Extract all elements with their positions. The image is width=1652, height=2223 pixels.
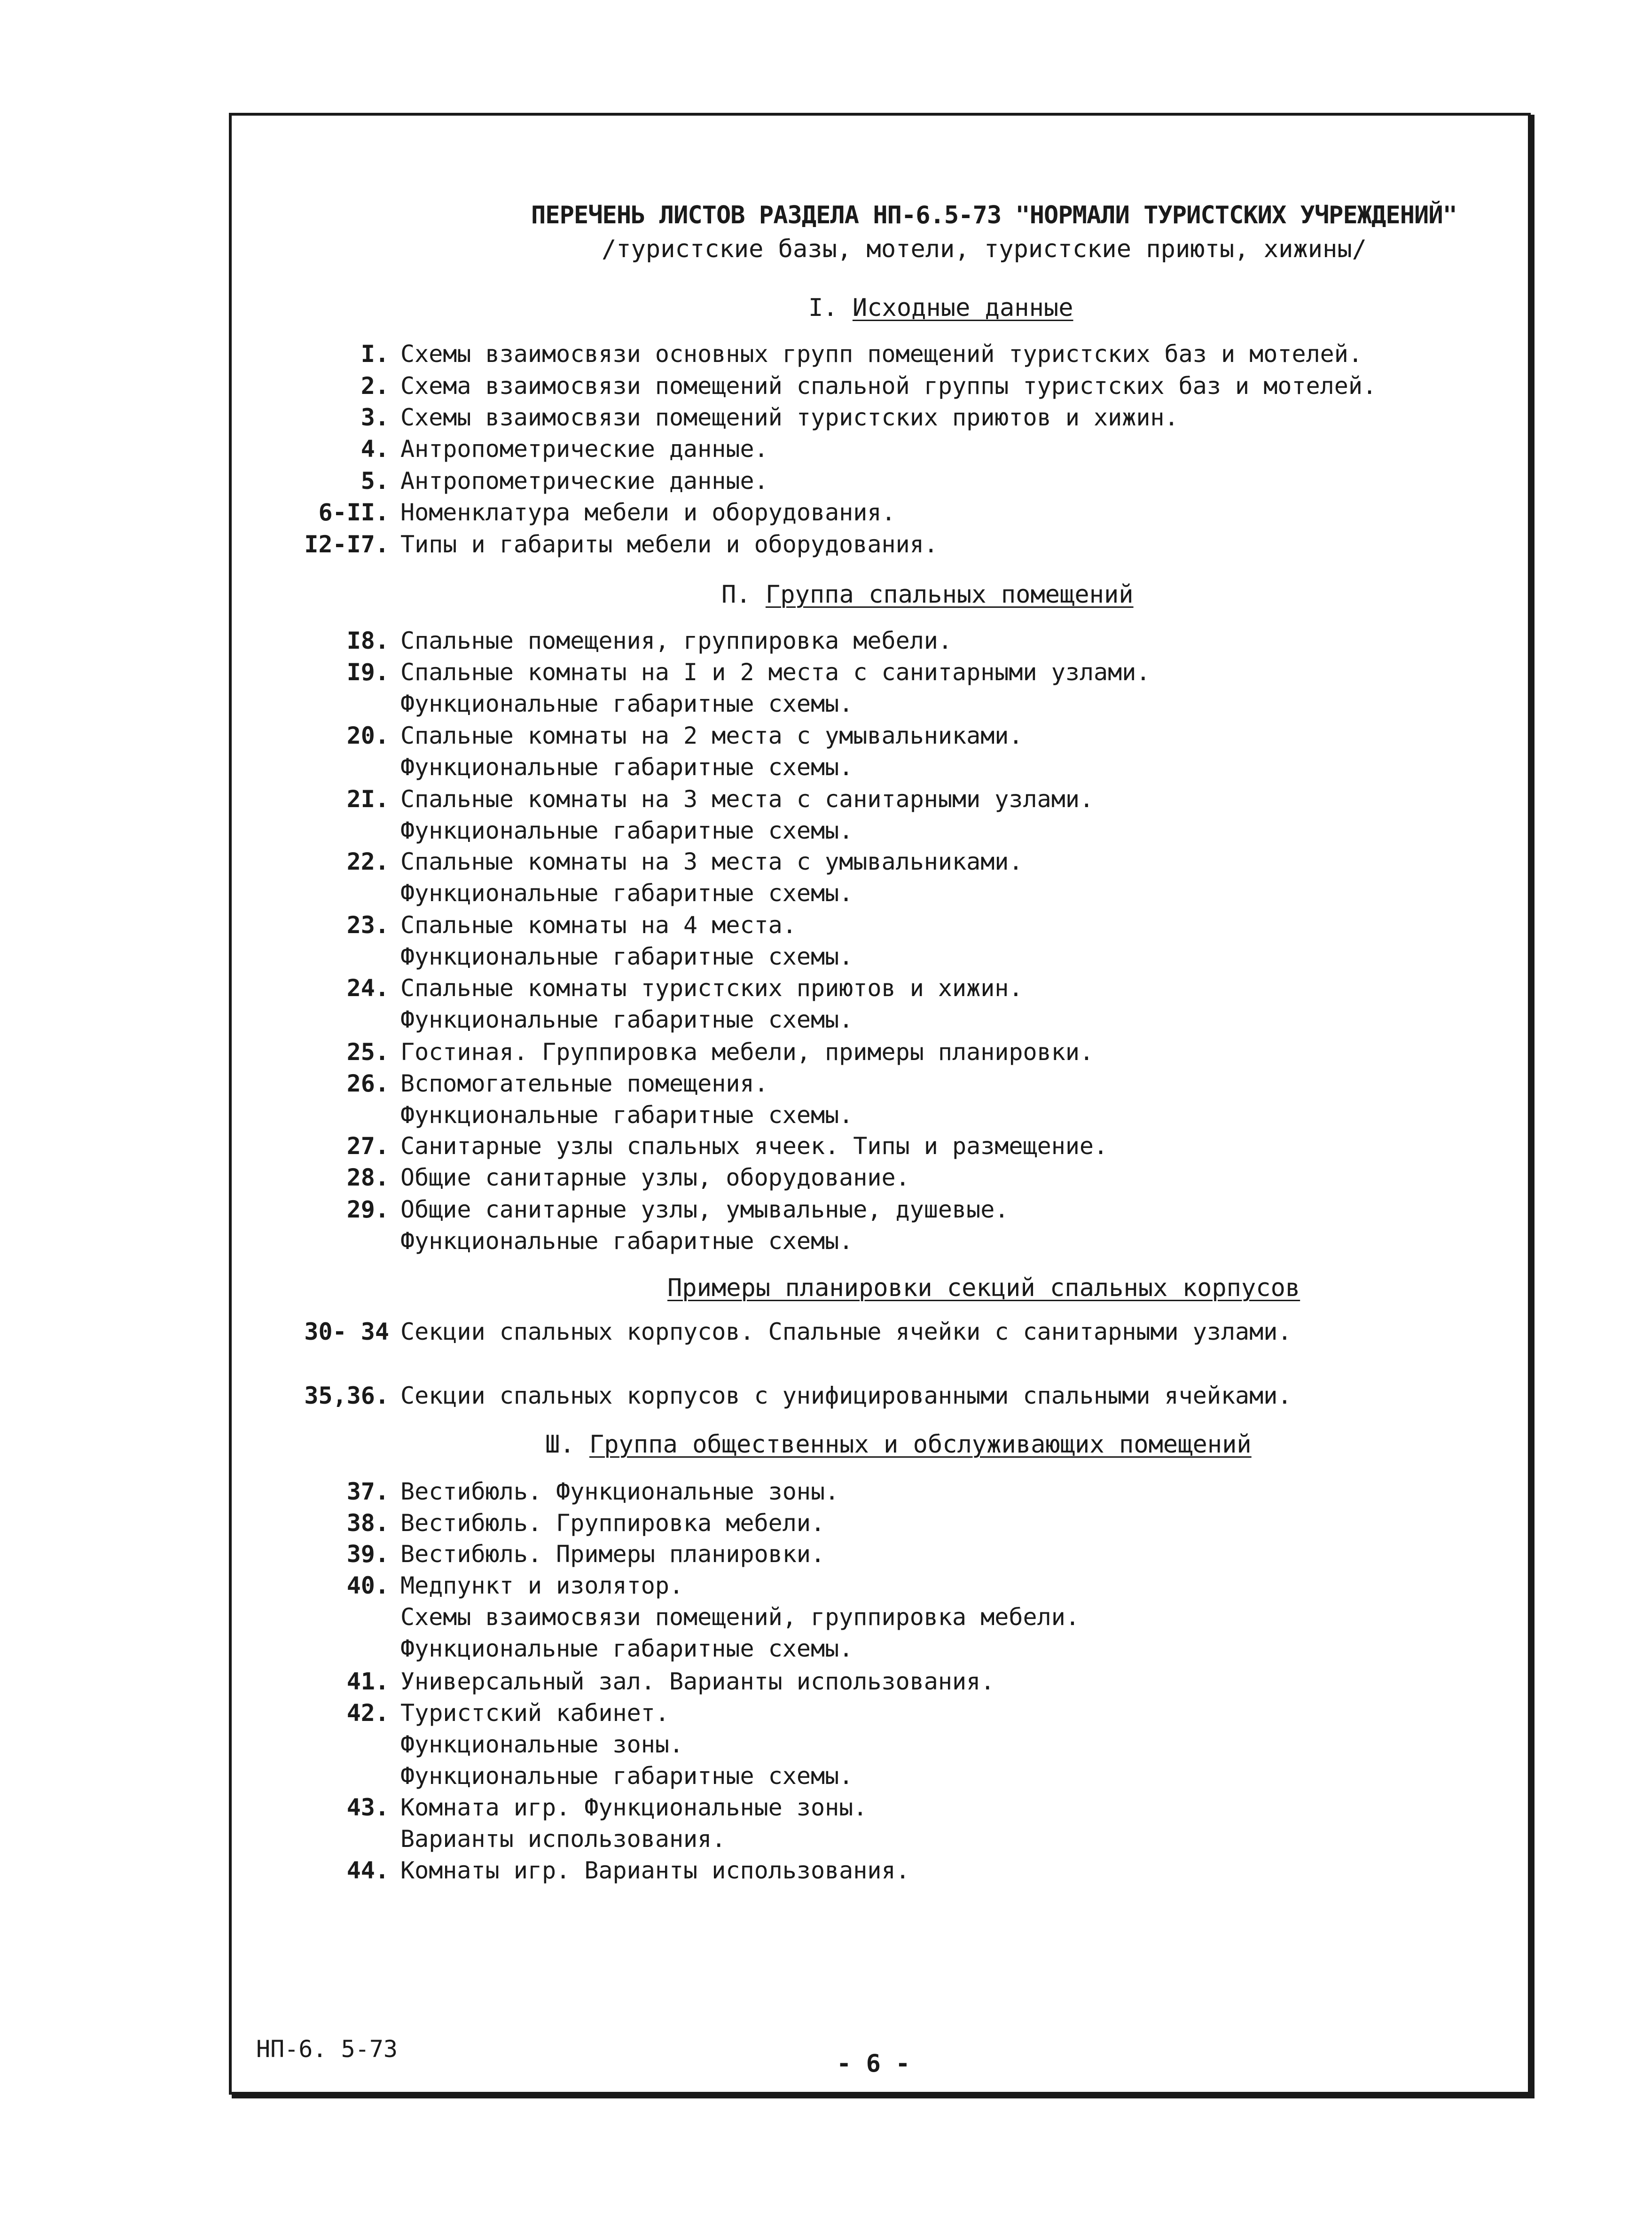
list-item [282,433,1504,465]
section-number: I. [808,294,853,322]
list-item [282,1316,1504,1348]
list-item [282,338,1504,370]
sheet-number: 37. [346,1478,389,1505]
sheet-title-continuation: Функциональные габаритные схемы. [400,943,853,970]
section-heading [721,581,1134,609]
sheet-title: Схемы взаимосвязи помещений туристских приютов и хижин. [400,404,1179,431]
sheet-number: 3. [360,404,389,431]
sheet-title: Номенклатура мебели и оборудования. [400,499,896,526]
sheet-title: Схема взаимосвязи помещений спальной группы туристских баз и мотелей. [400,372,1377,400]
list-item [282,1666,1504,1697]
sheet-number: 26. [346,1070,389,1097]
sheet-title: Гостиная. Группировка мебели, примеры планировки. [400,1038,1094,1066]
sheet-title-continuation: Функциональные зоны. [400,1731,684,1758]
sheet-title: Универсальный зал. Варианты использования. [400,1668,995,1695]
sheet-number: 35,36. [304,1382,389,1409]
sheet-title-continuation: Схемы взаимосвязи помещений, группировка мебели. [400,1603,1080,1631]
list-item [282,1539,1504,1570]
list-item [282,1508,1504,1539]
sheet-title: Спальные комнаты на 3 места с санитарными узлами. [400,786,1094,813]
sheet-title: Общие санитарные узлы, оборудование. [400,1164,910,1191]
sheet-number: 23. [346,911,389,939]
sheet-number: 25. [346,1038,389,1066]
sheet-title-continuation: Функциональные габаритные схемы. [400,1762,853,1790]
list-item [282,1792,1504,1855]
sheet-title-continuation: Функциональные габаритные схемы. [400,880,853,907]
sheet-number: 41. [346,1668,389,1695]
sheet-title: Туристский кабинет. [400,1699,669,1727]
sheet-title: Секции спальных корпусов с унифицированными спальными ячейками. [400,1382,1292,1409]
list-item [282,529,1504,560]
section-title: Группа спальных помещений [765,581,1134,609]
sheet-number: 4. [360,435,389,463]
list-item [282,1037,1504,1068]
list-item [282,846,1504,909]
sheet-title: Спальные комнаты туристских приютов и хижин. [400,974,1023,1002]
sheet-number: 28. [346,1164,389,1191]
sheet-title-continuation: Функциональные габаритные схемы. [400,690,853,717]
section-heading [545,1430,1252,1459]
list-item [282,657,1504,720]
sheet-number: 30- 34 [304,1318,389,1345]
document-subtitle: /туристские базы, мотели, туристские приюты, хижины/ [602,235,1367,263]
sheet-title-continuation: Функциональные габаритные схемы. [400,1635,853,1662]
sheet-number: 44. [346,1857,389,1884]
sheet-title-continuation: Функциональные габаритные схемы. [400,1101,853,1129]
sheet-title: Вестибюль. Группировка мебели. [400,1509,825,1537]
sheet-title-continuation: Варианты использования. [400,1825,726,1853]
page-number: - 6 - [837,2050,910,2078]
sheet-title: Спальные комнаты на 4 места. [400,911,797,939]
section-title: Примеры планировки секций спальных корпусов [667,1274,1300,1302]
sheet-title: Вестибюль. Примеры планировки. [400,1540,825,1568]
list-item [282,1476,1504,1508]
sheet-number: 42. [346,1699,389,1727]
sheet-title: Секции спальных корпусов. Спальные ячейки с санитарными узлами. [400,1318,1292,1345]
section-title: Исходные данные [852,294,1073,322]
sheet-title: Комната игр. Функциональные зоны. [400,1794,868,1821]
sheet-title: Общие санитарные узлы, умывальные, душевые. [400,1196,1009,1223]
list-item [282,1194,1504,1257]
sheet-number: I9. [346,659,389,686]
sheet-title: Спальные комнаты на 2 места с умывальниками. [400,722,1023,749]
sheet-title: Схемы взаимосвязи основных групп помещений туристских баз и мотелей. [400,340,1362,368]
section-number: Ш. [545,1430,589,1459]
list-item [282,402,1504,433]
list-item [282,1855,1504,1886]
sheet-title-continuation: Функциональные габаритные схемы. [400,1006,853,1033]
section-heading [667,1274,1300,1302]
sheet-number: 39. [346,1540,389,1568]
list-item [282,497,1504,528]
sheet-number: I2-I7. [304,531,389,558]
list-item [282,784,1504,847]
list-item [282,1697,1504,1792]
sheet-number: 43. [346,1794,389,1821]
sheet-title: Спальные комнаты на I и 2 места с санитарными узлами. [400,659,1151,686]
sheet-number: 2. [360,372,389,400]
list-item [282,1570,1504,1665]
sheet-number: 40. [346,1572,389,1599]
sheet-title: Вспомогательные помещения. [400,1070,768,1097]
list-item [282,1131,1504,1162]
sheet-number: 24. [346,974,389,1002]
sheet-title: Вестибюль. Функциональные зоны. [400,1478,839,1505]
list-item [282,1068,1504,1131]
list-item [282,973,1504,1036]
sheet-title: Комнаты игр. Варианты использования. [400,1857,910,1884]
list-item [282,465,1504,497]
list-item [282,625,1504,657]
sheet-number: 22. [346,848,389,875]
sheet-title: Спальные помещения, группировка мебели. [400,627,952,654]
sheet-number: 20. [346,722,389,749]
sheet-number: 29. [346,1196,389,1223]
section-title: Группа общественных и обслуживающих помещений [589,1430,1252,1459]
document-code: НП-6. 5-73 [256,2035,398,2063]
sheet-title: Медпункт и изолятор. [400,1572,684,1599]
section-number: П. [721,581,766,609]
sheet-number: 2I. [346,786,389,813]
sheet-number: I. [360,340,389,368]
sheet-title-continuation: Функциональные габаритные схемы. [400,754,853,781]
sheet-title: Антропометрические данные. [400,435,768,463]
sheet-title-continuation: Функциональные габаритные схемы. [400,1227,853,1255]
sheet-title: Санитарные узлы спальных ячеек. Типы и размещение. [400,1132,1108,1160]
sheet-number: 38. [346,1509,389,1537]
sheet-title: Спальные комнаты на 3 места с умывальниками. [400,848,1023,875]
sheet-title-continuation: Функциональные габаритные схемы. [400,817,853,844]
sheet-number: 6-II. [318,499,389,526]
sheet-title: Антропометрические данные. [400,467,768,495]
sheet-number: I8. [346,627,389,654]
document-title: ПЕРЕЧЕНЬ ЛИСТОВ РАЗДЕЛА НП-6.5-73 "НОРМАЛИ ТУРИСТСКИХ УЧРЕЖДЕНИЙ" [531,201,1457,229]
list-item [282,910,1504,973]
sheet-title: Типы и габариты мебели и оборудования. [400,531,938,558]
list-item [282,370,1504,402]
section-heading [808,294,1073,322]
sheet-number: 27. [346,1132,389,1160]
list-item [282,1380,1504,1412]
sheet-number: 5. [360,467,389,495]
list-item [282,1162,1504,1194]
list-item [282,720,1504,783]
